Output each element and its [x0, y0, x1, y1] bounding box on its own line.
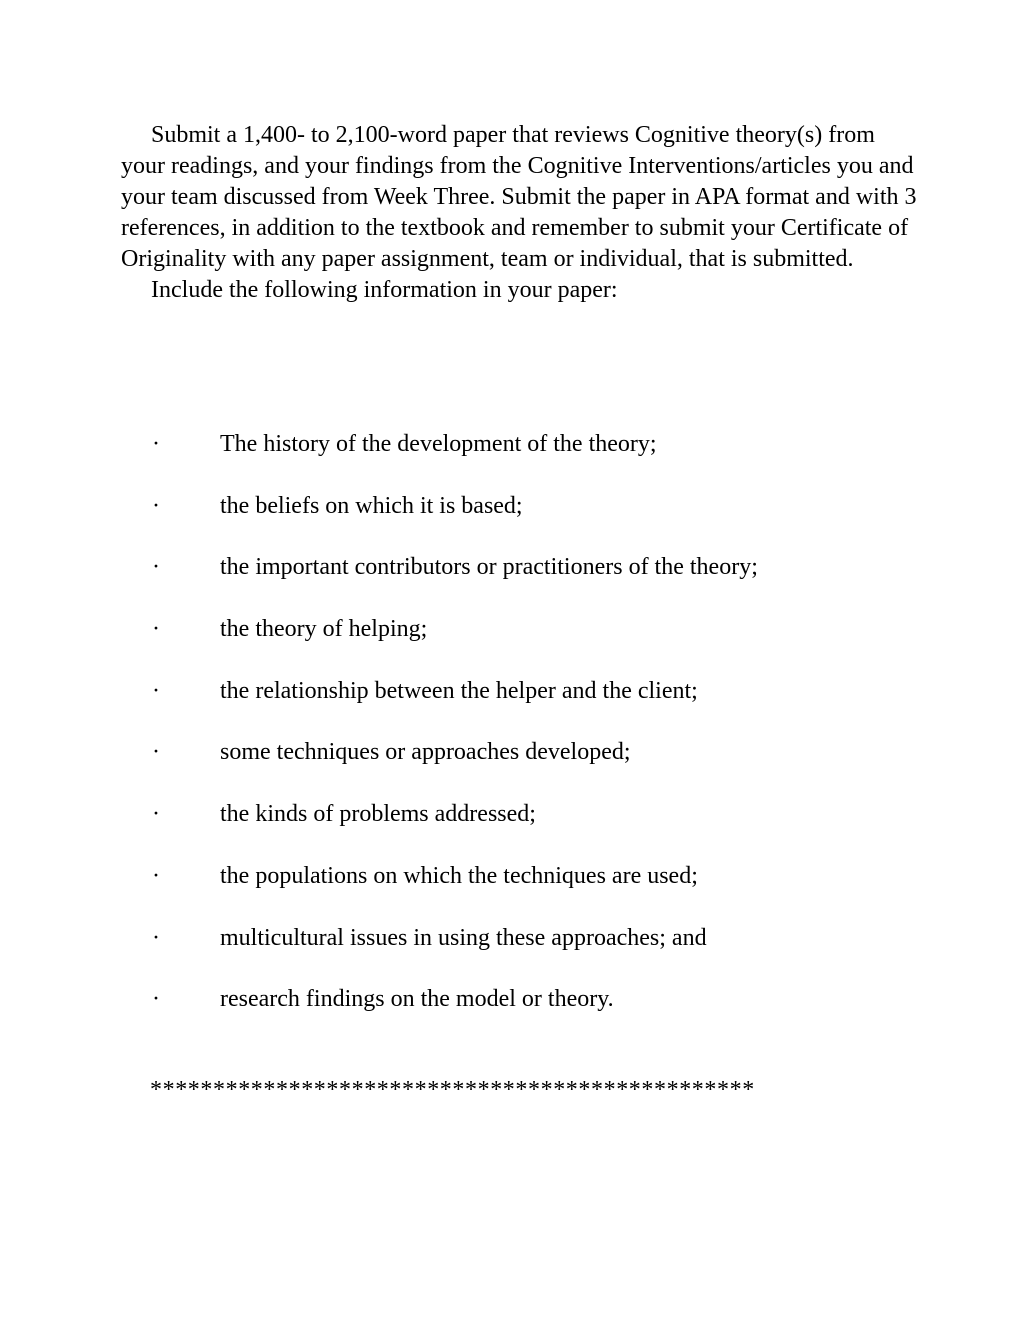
bullet-dot-icon: · — [152, 431, 160, 457]
list-item-text: some techniques or approaches developed; — [220, 739, 631, 766]
bullet-dot-icon: · — [152, 492, 160, 519]
asterisk-divider: ************************************************ — [150, 1077, 755, 1103]
intro-block — [121, 120, 921, 306]
bullet-dot-icon: · — [152, 801, 160, 828]
list-item-text: the relationship between the helper and the client; — [220, 677, 698, 704]
list-item-text: the kinds of problems addressed; — [220, 801, 536, 828]
bullet-dot-icon: · — [152, 739, 160, 766]
list-item-text: the populations on which the techniques are used; — [220, 862, 698, 889]
list-item-text: the theory of helping; — [220, 616, 428, 643]
list-item-text: the important contributors or practitioners of the theory; — [220, 554, 758, 581]
bullet-dot-icon: · — [152, 616, 160, 643]
include-heading: Include the following information in your paper: — [151, 277, 618, 303]
bullet-dot-icon: · — [152, 986, 160, 1013]
list-item-text: research findings on the model or theory. — [220, 986, 614, 1013]
assignment-instructions: Submit a 1,400- to 2,100-word paper that reviews Cognitive theory(s) from your readings, and your findings from the Cognitive Interventions/articles you and your team discussed from Week Three. Submit the paper in APA format and with 3 references, in addition to the textbook and remember to submit your Certificate of Originality with any paper assignment, team or individual, that is submitted. — [121, 122, 917, 272]
bullet-dot-icon: · — [152, 677, 160, 704]
bullet-dot-icon: · — [152, 554, 160, 581]
bullet-dot-icon: · — [152, 924, 160, 951]
list-item-text: The history of the development of the theory; — [220, 431, 657, 457]
bullet-dot-icon: · — [152, 862, 160, 889]
list-item-text: the beliefs on which it is based; — [220, 492, 523, 519]
list-item-text: multicultural issues in using these approaches; and — [220, 924, 707, 951]
